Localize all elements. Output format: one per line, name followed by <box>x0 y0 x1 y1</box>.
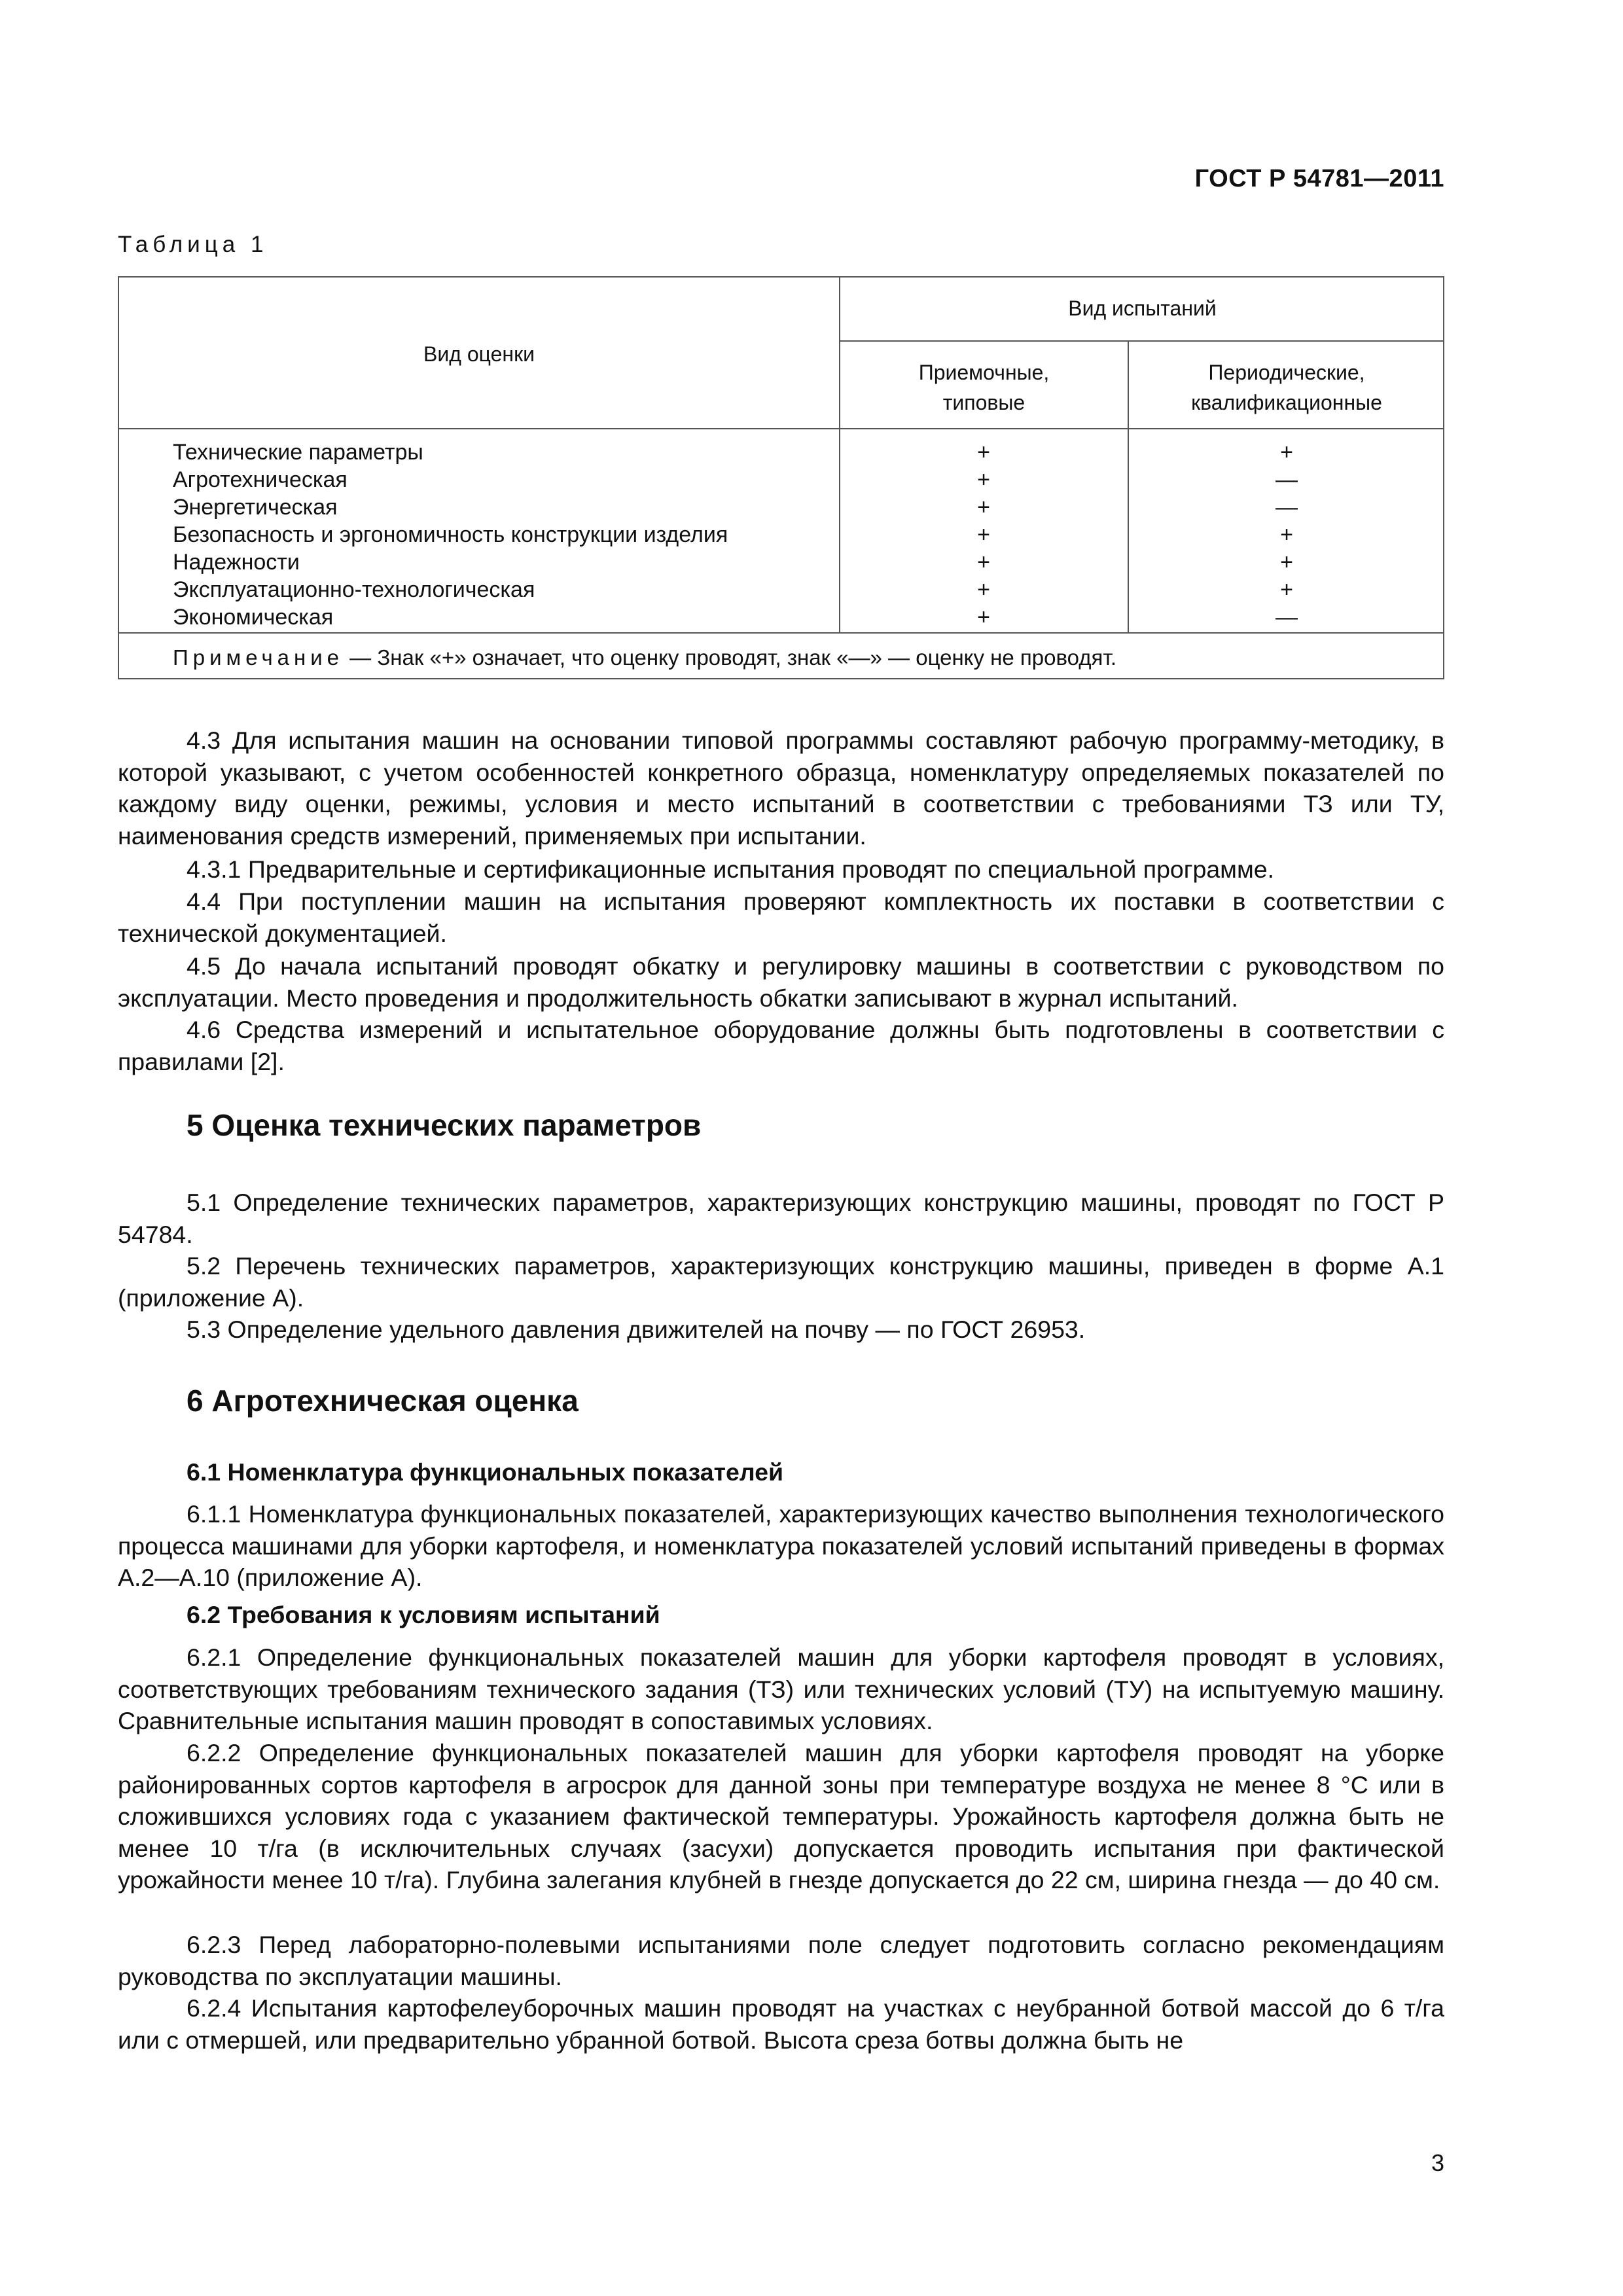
table-cell-periodic: + <box>1280 522 1293 547</box>
header-acceptance: Приемочные, типовые <box>918 361 1050 414</box>
table-cell-periodic: + <box>1280 577 1293 602</box>
table-cell-acceptance: + <box>977 577 990 602</box>
paragraph-6-1-1: 6.1.1 Номенклатура функциональных показателей, характеризующих качество выполнения технологического процесса машинами для уборки картофеля, и номенклатура показателей условий испытаний приведены в формах А.2—А.10 (приложение А). <box>118 1500 1444 1591</box>
table-row-name: Технические параметры <box>173 440 423 465</box>
table-row-name: Надежности <box>173 550 300 575</box>
table-caption: Таблица 1 <box>118 232 268 257</box>
header-eval-type: Вид оценки <box>423 342 535 366</box>
table-note <box>173 644 1116 672</box>
table-cell-periodic: — <box>1275 467 1298 492</box>
paragraph-4-3-1: 4.3.1 Предварительные и сертификационные испытания проводят по специальной программе. <box>187 855 1275 883</box>
table-divider <box>839 278 840 632</box>
section-6-heading: 6 Агротехническая оценка <box>187 1384 579 1418</box>
table-divider <box>119 428 1444 429</box>
table-row-name: Энергетическая <box>173 495 338 520</box>
paragraph-4-6: 4.6 Средства измерений и испытательное оборудование должны быть подготовлены в соответствии с правилами [2]. <box>118 1016 1444 1075</box>
table-cell-periodic: + <box>1280 440 1293 465</box>
paragraph-6-2-3: 6.2.3 Перед лабораторно-полевыми испытаниями поле следует подготовить согласно рекомендациям руководства по эксплуатации машины. <box>118 1931 1444 1990</box>
table-cell-acceptance: + <box>977 467 990 492</box>
standard-code: ГОСТ Р 54781—2011 <box>1194 165 1444 192</box>
page-number: 3 <box>1431 2149 1444 2176</box>
table-cell-periodic: + <box>1280 550 1293 575</box>
table-cell-acceptance: + <box>977 550 990 575</box>
table-cell-periodic: — <box>1275 605 1298 630</box>
table-cell-acceptance: + <box>977 495 990 520</box>
table-divider <box>119 632 1444 634</box>
table-cell-acceptance: + <box>977 605 990 630</box>
table-cell-periodic: — <box>1275 495 1298 520</box>
table-row-name: Безопасность и эргономичность конструкции изделия <box>173 522 728 547</box>
paragraph-4-3: 4.3 Для испытания машин на основании типовой программы составляют рабочую программу-методику, в которой указывают, с учетом особенностей конкретного образца, номенклатуру определяемых показателей по каждому виду оценки, режимы, условия и место испытаний в соответствии с требованиями ТЗ или ТУ, наименования средств измерений, применяемых при испытании. <box>118 726 1444 850</box>
table-row-name: Эксплуатационно-технологическая <box>173 577 535 602</box>
paragraph-5-3: 5.3 Определение удельного давления движителей на почву — по ГОСТ 26953. <box>187 1316 1086 1343</box>
table-cell-acceptance: + <box>977 522 990 547</box>
paragraph-6-2-2: 6.2.2 Определение функциональных показателей машин для уборки картофеля проводят на уборке районированных сортов картофеля в агросрок для данной зоны при температуре воздуха не менее 8 °С или в сложившихся условиях года с указанием фактической температуры. Урожайность картофеля должна быть не менее 10 т/га (в исключительных случаях (засухи) допускается проводить испытания при фактической урожайности менее 10 т/га). Глубина залегания клубней в гнезде допускается до 22 см, ширина гнезда — до 40 см. <box>118 1739 1444 1893</box>
subsection-6-1-heading: 6.1 Номенклатура функциональных показателей <box>187 1458 784 1486</box>
table-row-name: Экономическая <box>173 605 334 630</box>
table-note-text: — Знак «+» означает, что оценку проводят, знак «—» — оценку не проводят. <box>344 645 1117 670</box>
subsection-6-2-heading: 6.2 Требования к условиям испытаний <box>187 1601 660 1628</box>
paragraph-6-2-4: 6.2.4 Испытания картофелеуборочных машин проводят на участках с неубранной ботвой массой до 6 т/га или с отмершей, или предварительно убранной ботвой. Высота среза ботвы должна быть не <box>118 1994 1444 2054</box>
header-periodic: Периодические, квалификационные <box>1191 361 1382 414</box>
paragraph-4-4: 4.4 При поступлении машин на испытания проверяют комплектность их поставки в соответствии с технической документацией. <box>118 888 1444 947</box>
paragraph-4-5: 4.5 До начала испытаний проводят обкатку и регулировку машины в соответствии с руководством по эксплуатации. Место проведения и продолжительность обкатки записывают в журнал испытаний. <box>118 952 1444 1012</box>
paragraph-5-2: 5.2 Перечень технических параметров, характеризующих конструкцию машины, приведен в форме А.1 (приложение А). <box>118 1252 1444 1312</box>
table-cell-acceptance: + <box>977 440 990 465</box>
header-test-types: Вид испытаний <box>1068 296 1217 320</box>
section-5-heading: 5 Оценка технических параметров <box>187 1108 702 1142</box>
table-1 <box>118 276 1444 679</box>
table-row-name: Агротехническая <box>173 467 348 492</box>
table-divider <box>839 340 1444 342</box>
paragraph-6-2-1: 6.2.1 Определение функциональных показателей машин для уборки картофеля проводят в условиях, соответствующих требованиям технического задания (ТЗ) или технических условий (ТУ) на испытуемую машину. Сравнительные испытания машин проводят в сопоставимых условиях. <box>118 1643 1444 1734</box>
paragraph-5-1: 5.1 Определение технических параметров, характеризующих конструкцию машины, проводят по ГОСТ Р 54784. <box>118 1189 1444 1248</box>
table-note-label: Примечание <box>173 645 344 670</box>
